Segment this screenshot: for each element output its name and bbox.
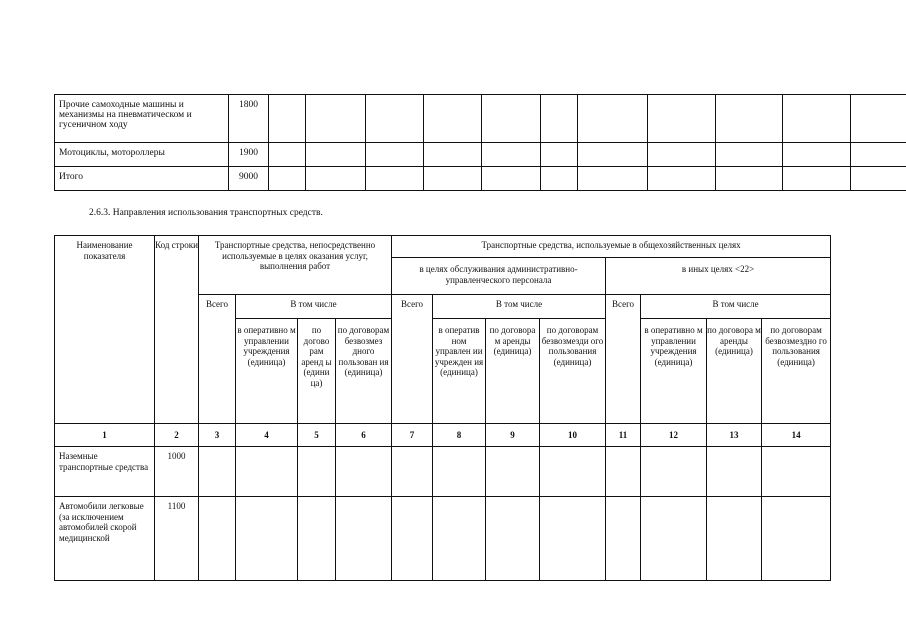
header-col-6: по договорам безвозмез дного пользован ия (единица) <box>336 319 392 424</box>
header-admin-use: в целях обслуживания административно-управленческого персонала <box>392 258 606 295</box>
empty-cell <box>783 167 851 191</box>
table-row <box>55 447 831 497</box>
column-number: 14 <box>762 424 831 447</box>
vehicles-table-continuation <box>54 94 906 191</box>
empty-cell <box>541 95 578 143</box>
empty-cell <box>851 167 906 191</box>
empty-cell <box>716 167 783 191</box>
empty-cell <box>783 143 851 167</box>
header-other-use: в иных целях <22> <box>606 258 831 295</box>
header-col-12: в оперативно м управлении учреждения (единица) <box>641 319 707 424</box>
empty-cell <box>482 167 541 191</box>
transport-usage-table <box>54 235 831 581</box>
header-name: Наименование показателя <box>55 236 155 424</box>
column-number: 10 <box>540 424 606 447</box>
header-col-14: по договорам безвозмездно го пользования (единица) <box>762 319 831 424</box>
header-code: Код строки <box>155 236 199 424</box>
empty-cell <box>433 497 486 581</box>
empty-cell <box>716 143 783 167</box>
empty-cell <box>392 497 433 581</box>
empty-cell <box>366 95 424 143</box>
table-row <box>55 497 831 581</box>
table-row <box>55 95 906 143</box>
empty-cell <box>424 143 482 167</box>
empty-cell <box>606 447 641 497</box>
empty-cell <box>236 497 298 581</box>
row-code: 1800 <box>229 95 269 143</box>
empty-cell <box>707 497 762 581</box>
empty-cell <box>366 167 424 191</box>
header-including: В том числе <box>641 295 831 319</box>
column-number: 3 <box>199 424 236 447</box>
empty-cell <box>298 447 336 497</box>
empty-cell <box>236 447 298 497</box>
empty-cell <box>762 447 831 497</box>
row-name: Наземные транспортные средства <box>55 447 155 497</box>
empty-cell <box>540 447 606 497</box>
column-number: 8 <box>433 424 486 447</box>
row-code: 9000 <box>229 167 269 191</box>
header-col-13: по договора м аренды (единица) <box>707 319 762 424</box>
empty-cell <box>424 167 482 191</box>
empty-cell <box>199 447 236 497</box>
header-general-use: Транспортные средства, используемые в общехозяйственных целях <box>392 236 831 258</box>
header-direct-use: Транспортные средства, непосредственно используемые в целях оказания услуг, выполнения работ <box>199 236 392 295</box>
column-number: 5 <box>298 424 336 447</box>
header-total: Всего <box>606 295 641 424</box>
row-name: Автомобили легковые (за исключением автомобилей скорой медицинской <box>55 497 155 581</box>
empty-cell <box>269 167 306 191</box>
empty-cell <box>269 95 306 143</box>
empty-cell <box>648 143 716 167</box>
empty-cell <box>851 95 906 143</box>
empty-cell <box>541 143 578 167</box>
row-name: Прочие самоходные машины и механизмы на пневматическом и гусеничном ходу <box>55 95 229 143</box>
column-number: 11 <box>606 424 641 447</box>
table-row <box>55 143 906 167</box>
empty-cell <box>716 95 783 143</box>
row-code: 1900 <box>229 143 269 167</box>
header-col-8: в оператив ном управлен ии учрежден ия (единица) <box>433 319 486 424</box>
empty-cell <box>392 447 433 497</box>
header-col-5: по догово рам аренд ы (едини ца) <box>298 319 336 424</box>
empty-cell <box>783 95 851 143</box>
header-including: В том числе <box>236 295 392 319</box>
column-numbers-row <box>55 424 831 447</box>
empty-cell <box>366 143 424 167</box>
header-col-9: по договора м аренды (единица) <box>486 319 540 424</box>
empty-cell <box>648 95 716 143</box>
row-code: 1000 <box>155 447 199 497</box>
column-number: 1 <box>55 424 155 447</box>
column-number: 7 <box>392 424 433 447</box>
empty-cell <box>424 95 482 143</box>
empty-cell <box>851 143 906 167</box>
empty-cell <box>486 447 540 497</box>
empty-cell <box>306 95 366 143</box>
column-number: 9 <box>486 424 540 447</box>
empty-cell <box>606 497 641 581</box>
header-col-10: по договорам безвозмезди ого пользования (единица) <box>540 319 606 424</box>
empty-cell <box>707 447 762 497</box>
empty-cell <box>540 497 606 581</box>
empty-cell <box>486 497 540 581</box>
header-including: В том числе <box>433 295 606 319</box>
empty-cell <box>641 497 707 581</box>
empty-cell <box>578 95 648 143</box>
empty-cell <box>336 497 392 581</box>
header-row <box>55 236 831 258</box>
column-number: 12 <box>641 424 707 447</box>
row-code: 1100 <box>155 497 199 581</box>
empty-cell <box>541 167 578 191</box>
empty-cell <box>482 143 541 167</box>
row-name: Мотоциклы, мотороллеры <box>55 143 229 167</box>
empty-cell <box>433 447 486 497</box>
empty-cell <box>762 497 831 581</box>
empty-cell <box>306 143 366 167</box>
column-number: 4 <box>236 424 298 447</box>
column-number: 13 <box>707 424 762 447</box>
empty-cell <box>482 95 541 143</box>
table-row <box>55 167 906 191</box>
column-number: 6 <box>336 424 392 447</box>
header-total: Всего <box>392 295 433 424</box>
empty-cell <box>336 447 392 497</box>
header-total: Всего <box>199 295 236 424</box>
empty-cell <box>269 143 306 167</box>
empty-cell <box>641 447 707 497</box>
column-number: 2 <box>155 424 199 447</box>
empty-cell <box>298 497 336 581</box>
row-name: Итого <box>55 167 229 191</box>
header-col-4: в оперативно м управлении учреждения (единица) <box>236 319 298 424</box>
empty-cell <box>199 497 236 581</box>
empty-cell <box>578 143 648 167</box>
section-title: 2.6.3. Направления использования транспортных средств. <box>89 208 323 218</box>
empty-cell <box>306 167 366 191</box>
empty-cell <box>648 167 716 191</box>
empty-cell <box>578 167 648 191</box>
